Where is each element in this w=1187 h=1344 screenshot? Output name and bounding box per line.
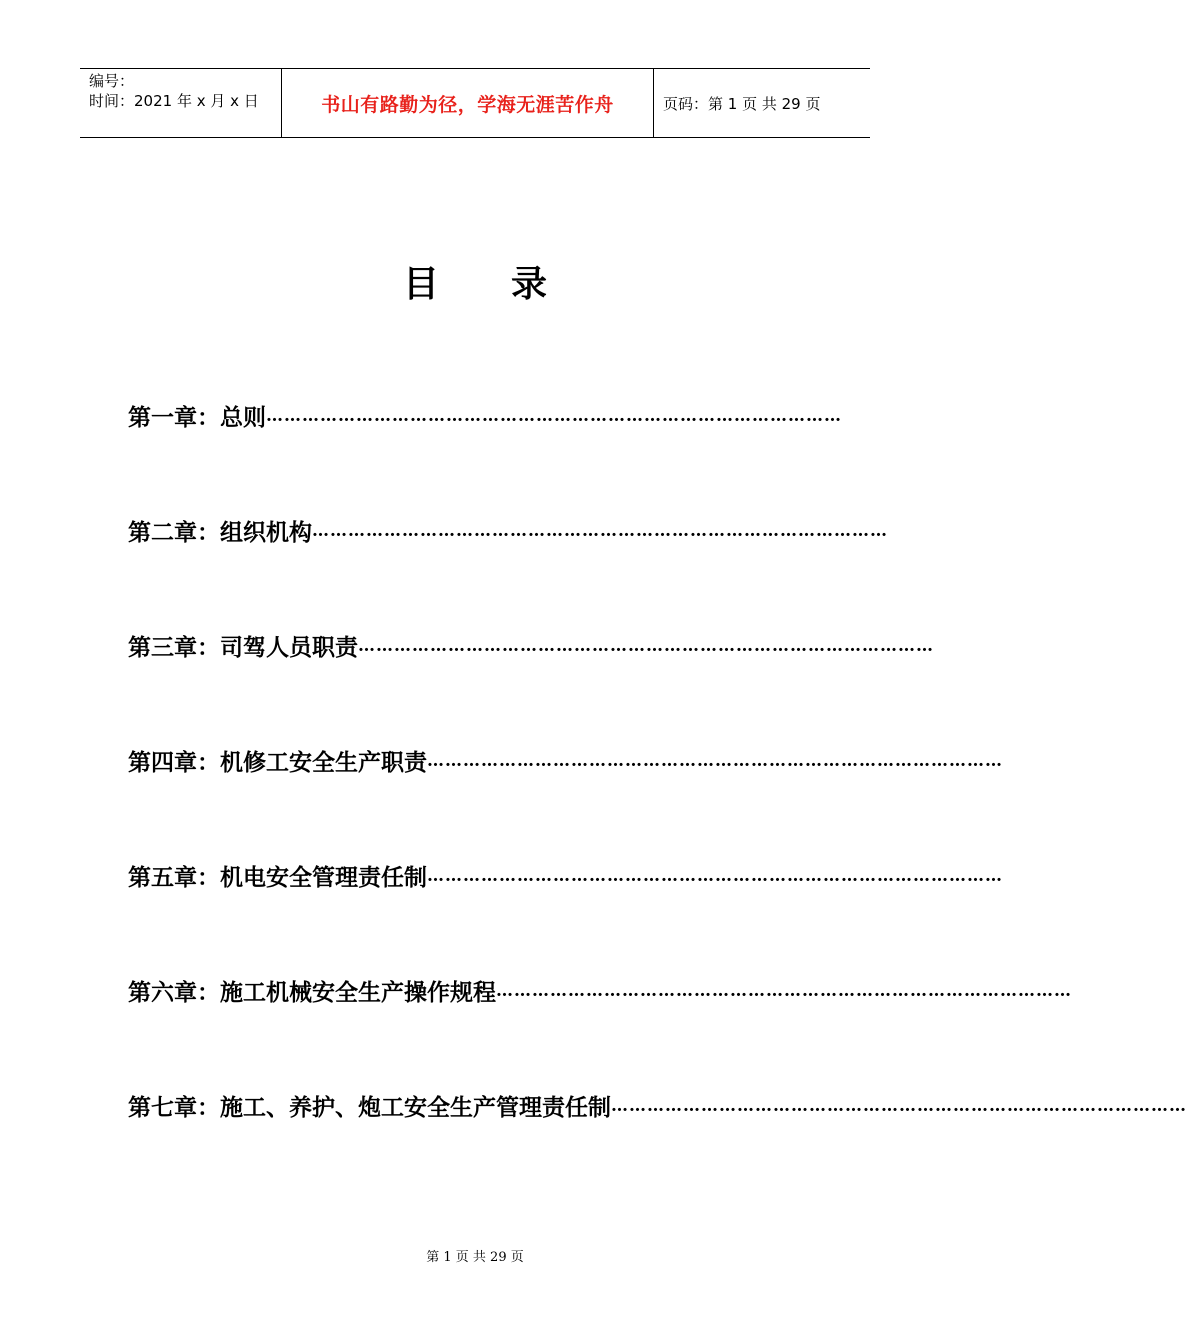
toc-entry-label: 第二章：组织机构	[128, 520, 312, 546]
toc-entry-label: 第一章：总则	[128, 405, 266, 431]
toc-leader: ……………………………………………………………………………………	[496, 981, 1072, 1001]
toc-entry[interactable]	[128, 856, 1003, 892]
toc-entry[interactable]	[128, 396, 842, 432]
toc-leader: ……………………………………………………………………………………	[427, 866, 1003, 886]
toc-entry-label: 第七章：施工、养护、炮工安全生产管理责任制	[128, 1095, 611, 1121]
toc-entry[interactable]	[128, 971, 1072, 1007]
document-header	[80, 68, 870, 138]
toc-leader: ……………………………………………………………………………………	[312, 521, 888, 541]
page-title: 目录	[402, 264, 619, 305]
toc-leader: ……………………………………………………………………………………	[427, 751, 1003, 771]
page-footer: 第 1 页 共 29 页	[426, 1250, 524, 1265]
toc-leader: ……………………………………………………………………………………	[358, 636, 934, 656]
toc-entry-label: 第四章：机修工安全生产职责	[128, 750, 427, 776]
time-label: 时间：2021 年 x 月 x 日	[89, 92, 259, 110]
toc-leader: ……………………………………………………………………………………	[611, 1096, 1187, 1116]
number-label: 编号：	[89, 72, 135, 90]
toc-entry-label: 第五章：机电安全管理责任制	[128, 865, 427, 891]
header-page-info: 页码：第 1 页 共 29 页	[663, 94, 821, 113]
toc-entry[interactable]	[128, 626, 934, 662]
toc-entry-label: 第三章：司驾人员职责	[128, 635, 358, 661]
toc-entry[interactable]	[128, 511, 888, 547]
toc-entry-label: 第六章：施工机械安全生产操作规程	[128, 980, 496, 1006]
toc-leader: ……………………………………………………………………………………	[266, 406, 842, 426]
toc-entry[interactable]	[128, 1086, 1187, 1122]
header-meta	[80, 69, 281, 137]
header-motto: 书山有路勤为径，学海无涯苦作舟	[281, 69, 654, 137]
toc-entry[interactable]	[128, 741, 1003, 777]
